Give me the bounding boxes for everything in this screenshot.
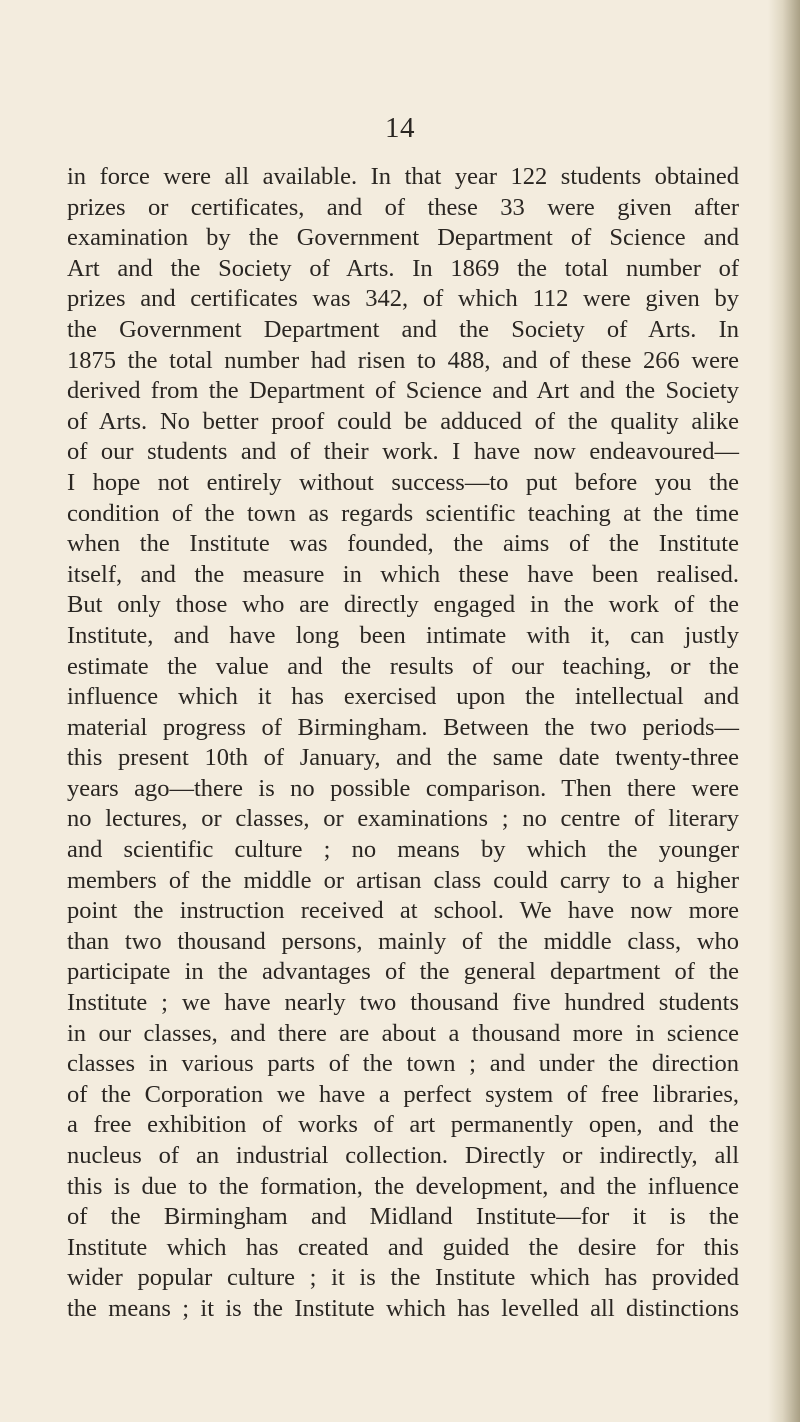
text-line: of our students and of their work. I have now endeavoured—: [67, 438, 739, 466]
text-line: of the Birmingham and Midland Institute—for it is the: [67, 1203, 739, 1231]
text-line: condition of the town as regards scientific teaching at the time: [67, 499, 739, 527]
text-line: this present 10th of January, and the same date twenty-three: [67, 744, 739, 772]
text-line: point the instruction received at school. We have now more: [67, 897, 739, 925]
text-line: in force were all available. In that year 122 students obtained: [67, 163, 739, 190]
text-line: the Government Department and the Society of Arts. In: [67, 315, 739, 343]
text-line: and scientific culture ; no means by which the younger: [67, 836, 739, 864]
text-line: influence which it has exercised upon the intellectual and: [67, 683, 739, 711]
text-line: examination by the Government Department of Science and: [67, 224, 739, 252]
text-line: Institute which has created and guided the desire for this: [67, 1233, 739, 1261]
text-line: itself, and the measure in which these have been realised.: [67, 560, 739, 588]
text-line: years ago—there is no possible comparison. Then there were: [67, 774, 739, 802]
body-text: [67, 162, 739, 1325]
text-line: participate in the advantages of the general department of the: [67, 958, 739, 986]
text-line: 1875 the total number had risen to 488, and of these 266 were: [67, 346, 739, 374]
text-line: the means ; it is the Institute which has levelled all distinctions: [67, 1294, 739, 1322]
text-line: nucleus of an industrial collection. Directly or indirectly, all: [67, 1142, 739, 1169]
page-number: 14: [385, 112, 415, 144]
text-line: Institute, and have long been intimate with it, can justly: [67, 621, 739, 649]
text-line: prizes or certificates, and of these 33 were given after: [67, 193, 739, 221]
text-line: Art and the Society of Arts. In 1869 the total number of: [67, 254, 739, 282]
text-line: material progress of Birmingham. Between the two periods—: [67, 713, 739, 741]
text-line: when the Institute was founded, the aims of the Institute: [67, 530, 739, 558]
text-line: But only those who are directly engaged in the work of the: [67, 591, 739, 619]
text-line: this is due to the formation, the development, and the influence: [67, 1172, 739, 1200]
text-line: estimate the value and the results of our teaching, or the: [67, 652, 739, 680]
text-line: wider popular culture ; it is the Institute which has provided: [67, 1264, 739, 1292]
text-line: of Arts. No better proof could be adduced of the quality alike: [67, 407, 739, 435]
text-line: classes in various parts of the town ; and under the direction: [67, 1050, 739, 1078]
text-line: prizes and certificates was 342, of which 112 were given by: [67, 285, 739, 313]
text-line: of the Corporation we have a perfect system of free libraries,: [67, 1080, 739, 1108]
text-line: members of the middle or artisan class could carry to a higher: [67, 866, 739, 894]
text-line: Institute ; we have nearly two thousand five hundred students: [67, 989, 739, 1017]
page-edge-shadow: [768, 0, 800, 1422]
text-line: than two thousand persons, mainly of the middle class, who: [67, 927, 739, 955]
text-line: a free exhibition of works of art permanently open, and the: [67, 1111, 739, 1139]
text-line: no lectures, or classes, or examinations ; no centre of literary: [67, 805, 739, 833]
text-line: in our classes, and there are about a thousand more in science: [67, 1019, 739, 1047]
text-line: I hope not entirely without success—to put before you the: [67, 468, 739, 496]
text-line: derived from the Department of Science and Art and the Society: [67, 377, 739, 405]
